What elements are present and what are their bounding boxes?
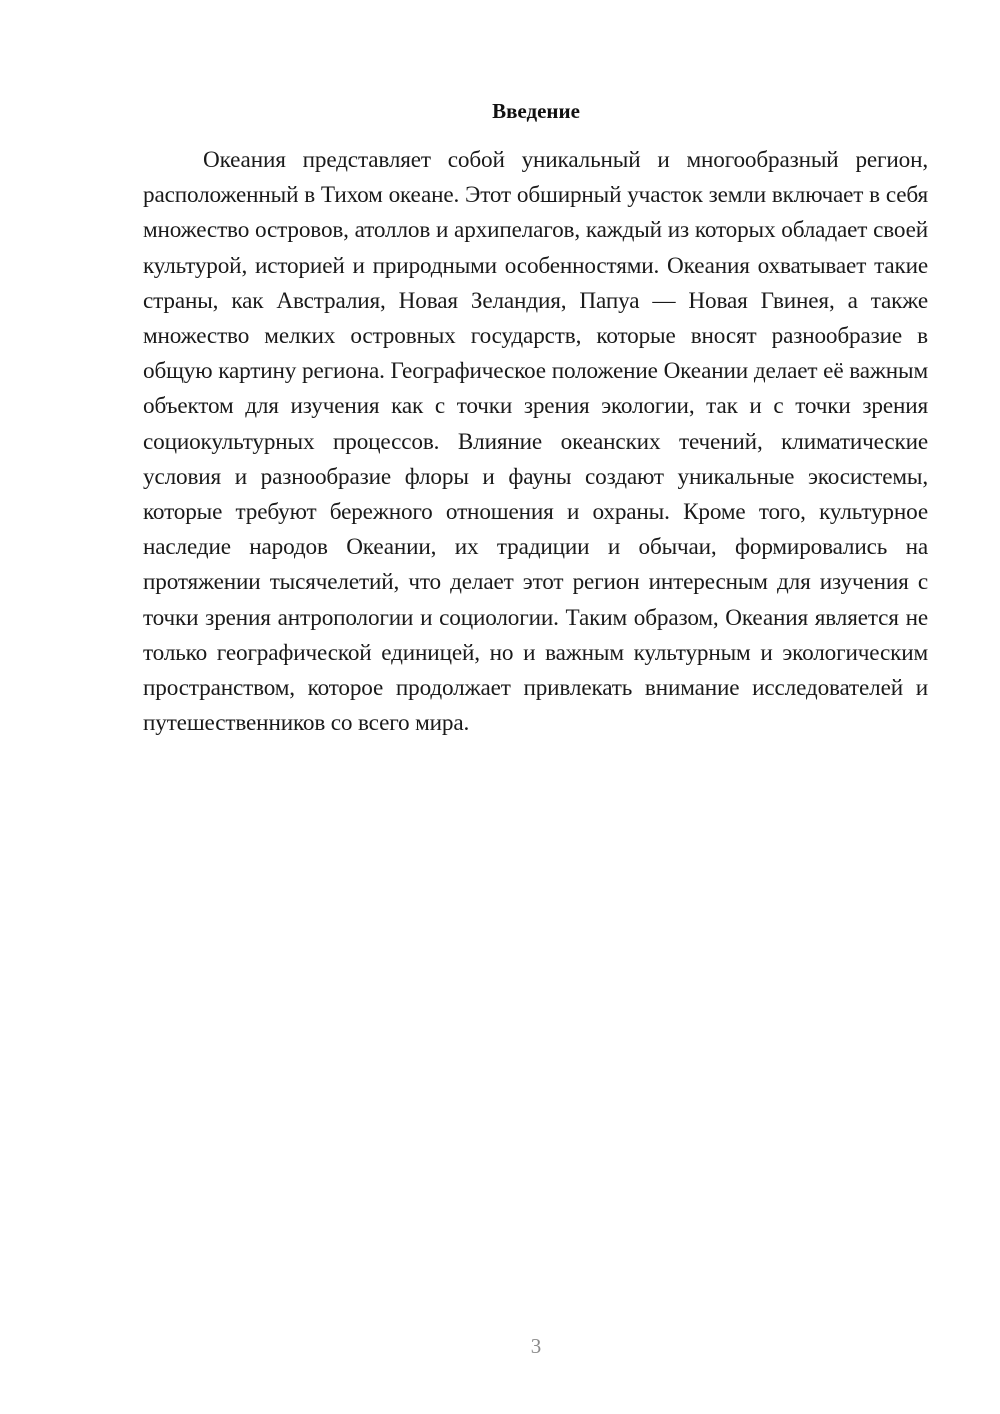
section-heading: Введение <box>492 99 580 123</box>
body-paragraph: Океания представляет собой уникальный и многообразный регион, расположенный в Тихом океане. Этот обширный участок земли включает в себя множество островов, атоллов и архипелагов, каждый из которых обладает своей культурой, историей и природными особенностями. Океания охватывает такие страны, как Австралия, Новая Зеландия, Папуа — Новая Гвинея, а также множество мелких островных государств, которые вносят разнообразие в общую картину региона. Географическое положение Океании делает её важным объектом для изучения как с точки зрения экологии, так и с точки зрения социокультурных процессов. Влияние океанских течений, климатические условия и разнообразие флоры и фауны создают уникальные экосистемы, которые требуют бережного отношения и охраны. Кроме того, культурное наследие народов Океании, их традиции и обычаи, формировались на протяжении тысячелетий, что делает этот регион интересным для изучения с точки зрения антропологии и социологии. Таким образом, Океания является не только географической единицей, но и важным культурным и экологическим пространством, которое продолжает привлекать внимание исследователей и путешественников со всего мира. <box>143 147 928 737</box>
page-number: 3 <box>530 1334 542 1358</box>
